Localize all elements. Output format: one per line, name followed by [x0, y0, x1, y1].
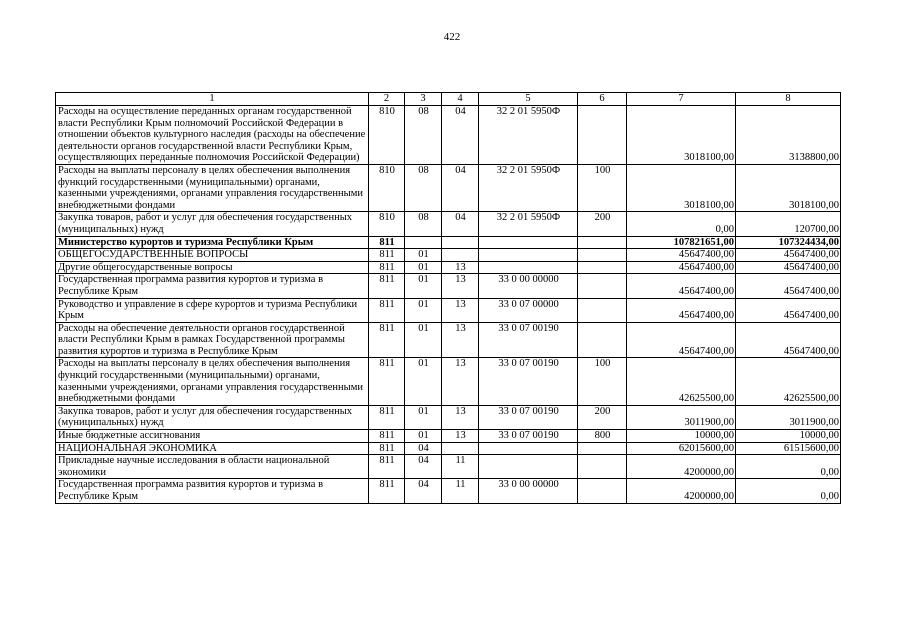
- amount-year2-cell: 3011900,00: [736, 405, 841, 429]
- subsection-code-cell: 04: [442, 106, 479, 165]
- ministry-code-cell: 811: [369, 455, 405, 479]
- section-code-cell: 01: [405, 405, 442, 429]
- amount-year2-cell: 61515600,00: [736, 442, 841, 455]
- column-header: 6: [578, 93, 627, 106]
- expense-type-cell: [578, 274, 627, 298]
- section-code-cell: [405, 236, 442, 249]
- subsection-code-cell: 13: [442, 358, 479, 405]
- target-article-cell: [479, 455, 578, 479]
- row-name-cell: Закупка товаров, работ и услуг для обеспечения государственных (муниципальных) нужд: [56, 212, 369, 236]
- target-article-cell: 33 0 07 00190: [479, 430, 578, 443]
- column-header: 1: [56, 93, 369, 106]
- subsection-code-cell: [442, 236, 479, 249]
- target-article-cell: 33 0 00 00000: [479, 274, 578, 298]
- ministry-code-cell: 810: [369, 106, 405, 165]
- header-row: [56, 93, 841, 106]
- row-name-cell: Прикладные научные исследования в области национальной экономики: [56, 455, 369, 479]
- ministry-code-cell: 811: [369, 479, 405, 503]
- amount-year1-cell: 42625500,00: [627, 358, 736, 405]
- table-row: [56, 274, 841, 298]
- section-code-cell: 08: [405, 164, 442, 211]
- amount-year2-cell: 42625500,00: [736, 358, 841, 405]
- expense-type-cell: [578, 249, 627, 262]
- expense-type-cell: 100: [578, 358, 627, 405]
- section-code-cell: 01: [405, 322, 442, 358]
- expense-type-cell: [578, 455, 627, 479]
- table-row: [56, 455, 841, 479]
- section-code-cell: 01: [405, 261, 442, 274]
- expense-type-cell: 200: [578, 405, 627, 429]
- amount-year1-cell: 45647400,00: [627, 274, 736, 298]
- row-name-cell: Государственная программа развития курортов и туризма в Республике Крым: [56, 479, 369, 503]
- row-name-cell: НАЦИОНАЛЬНАЯ ЭКОНОМИКА: [56, 442, 369, 455]
- budget-table: [55, 92, 841, 504]
- amount-year1-cell: 3018100,00: [627, 106, 736, 165]
- ministry-code-cell: 811: [369, 236, 405, 249]
- expense-type-cell: [578, 106, 627, 165]
- section-code-cell: 04: [405, 442, 442, 455]
- expense-type-cell: 200: [578, 212, 627, 236]
- ministry-code-cell: 811: [369, 442, 405, 455]
- amount-year1-cell: 3011900,00: [627, 405, 736, 429]
- row-name-cell: Расходы на выплаты персоналу в целях обеспечения выполнения функций государственными (муниципальными) органами, казенными учреждениями, органами управления государственными внебюджетными фондами: [56, 164, 369, 211]
- expense-type-cell: [578, 442, 627, 455]
- section-code-cell: 01: [405, 298, 442, 322]
- row-name-cell: Расходы на осуществление переданных органам государственной власти Республики Крым полномочий Российской Федерации в отношении объектов культурного наследия (расходы на обеспечение деятельности органов государственной власти Республики Крым, осуществляющих переданные полномочия Российской Федерации): [56, 106, 369, 165]
- amount-year1-cell: 4200000,00: [627, 455, 736, 479]
- amount-year1-cell: 45647400,00: [627, 322, 736, 358]
- row-name-cell: Другие общегосударственные вопросы: [56, 261, 369, 274]
- ministry-code-cell: 811: [369, 430, 405, 443]
- amount-year2-cell: 45647400,00: [736, 249, 841, 262]
- amount-year1-cell: 62015600,00: [627, 442, 736, 455]
- table-row: [56, 261, 841, 274]
- amount-year2-cell: 3138800,00: [736, 106, 841, 165]
- section-code-cell: 08: [405, 106, 442, 165]
- section-code-cell: 04: [405, 455, 442, 479]
- amount-year2-cell: 0,00: [736, 479, 841, 503]
- section-code-cell: 01: [405, 358, 442, 405]
- ministry-code-cell: 811: [369, 322, 405, 358]
- expense-type-cell: 800: [578, 430, 627, 443]
- amount-year1-cell: 4200000,00: [627, 479, 736, 503]
- target-article-cell: 33 0 07 00000: [479, 298, 578, 322]
- target-article-cell: 33 0 07 00190: [479, 322, 578, 358]
- section-code-cell: 04: [405, 479, 442, 503]
- ministry-code-cell: 811: [369, 261, 405, 274]
- target-article-cell: 33 0 07 00190: [479, 358, 578, 405]
- table-row: [56, 298, 841, 322]
- amount-year2-cell: 45647400,00: [736, 298, 841, 322]
- subsection-code-cell: 13: [442, 261, 479, 274]
- subsection-code-cell: 13: [442, 405, 479, 429]
- amount-year2-cell: 45647400,00: [736, 261, 841, 274]
- amount-year2-cell: 45647400,00: [736, 274, 841, 298]
- table-row: [56, 358, 841, 405]
- target-article-cell: [479, 442, 578, 455]
- table-row: [56, 442, 841, 455]
- expense-type-cell: [578, 479, 627, 503]
- amount-year1-cell: 10000,00: [627, 430, 736, 443]
- expense-type-cell: 100: [578, 164, 627, 211]
- target-article-cell: 33 0 07 00190: [479, 405, 578, 429]
- subsection-code-cell: 13: [442, 430, 479, 443]
- ministry-code-cell: 810: [369, 212, 405, 236]
- target-article-cell: [479, 236, 578, 249]
- table-row: [56, 322, 841, 358]
- table-row: [56, 430, 841, 443]
- subsection-code-cell: [442, 249, 479, 262]
- page-number: 422: [443, 31, 461, 43]
- ministry-code-cell: 810: [369, 164, 405, 211]
- expense-type-cell: [578, 236, 627, 249]
- amount-year2-cell: 10000,00: [736, 430, 841, 443]
- section-code-cell: 08: [405, 212, 442, 236]
- subsection-code-cell: 13: [442, 322, 479, 358]
- column-header: 7: [627, 93, 736, 106]
- row-name-cell: Закупка товаров, работ и услуг для обеспечения государственных (муниципальных) нужд: [56, 405, 369, 429]
- section-code-cell: 01: [405, 249, 442, 262]
- table-row: [56, 164, 841, 211]
- table-row: [56, 249, 841, 262]
- target-article-cell: 32 2 01 5950Ф: [479, 106, 578, 165]
- column-header: 3: [405, 93, 442, 106]
- amount-year2-cell: 0,00: [736, 455, 841, 479]
- row-name-cell: Руководство и управление в сфере курортов и туризма Республики Крым: [56, 298, 369, 322]
- amount-year1-cell: 0,00: [627, 212, 736, 236]
- target-article-cell: [479, 249, 578, 262]
- row-name-cell: Расходы на обеспечение деятельности органов государственной власти Республики Крым в рамках Государственной программы развития курортов и туризма в Республике Крым: [56, 322, 369, 358]
- column-header: 8: [736, 93, 841, 106]
- ministry-code-cell: 811: [369, 249, 405, 262]
- amount-year1-cell: 45647400,00: [627, 298, 736, 322]
- amount-year2-cell: 107324434,00: [736, 236, 841, 249]
- expense-type-cell: [578, 298, 627, 322]
- row-name-cell: Министерство курортов и туризма Республики Крым: [56, 236, 369, 249]
- table-row: [56, 236, 841, 249]
- subsection-code-cell: 04: [442, 212, 479, 236]
- row-name-cell: Расходы на выплаты персоналу в целях обеспечения выполнения функций государственными (муниципальными) органами, казенными учреждениями, органами управления государственными внебюджетными фондами: [56, 358, 369, 405]
- column-header: 5: [479, 93, 578, 106]
- target-article-cell: 33 0 00 00000: [479, 479, 578, 503]
- ministry-code-cell: 811: [369, 405, 405, 429]
- table-row: [56, 106, 841, 165]
- section-code-cell: 01: [405, 274, 442, 298]
- row-name-cell: Государственная программа развития курортов и туризма в Республике Крым: [56, 274, 369, 298]
- amount-year1-cell: 107821651,00: [627, 236, 736, 249]
- expense-type-cell: [578, 322, 627, 358]
- amount-year1-cell: 3018100,00: [627, 164, 736, 211]
- amount-year2-cell: 3018100,00: [736, 164, 841, 211]
- ministry-code-cell: 811: [369, 298, 405, 322]
- amount-year1-cell: 45647400,00: [627, 261, 736, 274]
- table-row: [56, 479, 841, 503]
- amount-year1-cell: 45647400,00: [627, 249, 736, 262]
- column-header: 4: [442, 93, 479, 106]
- subsection-code-cell: 13: [442, 298, 479, 322]
- column-header: 2: [369, 93, 405, 106]
- subsection-code-cell: 04: [442, 164, 479, 211]
- subsection-code-cell: 13: [442, 274, 479, 298]
- subsection-code-cell: 11: [442, 479, 479, 503]
- target-article-cell: 32 2 01 5950Ф: [479, 212, 578, 236]
- table-row: [56, 212, 841, 236]
- expense-type-cell: [578, 261, 627, 274]
- section-code-cell: 01: [405, 430, 442, 443]
- target-article-cell: [479, 261, 578, 274]
- ministry-code-cell: 811: [369, 358, 405, 405]
- target-article-cell: 32 2 01 5950Ф: [479, 164, 578, 211]
- table-row: [56, 405, 841, 429]
- amount-year2-cell: 45647400,00: [736, 322, 841, 358]
- subsection-code-cell: [442, 442, 479, 455]
- row-name-cell: Иные бюджетные ассигнования: [56, 430, 369, 443]
- row-name-cell: ОБЩЕГОСУДАРСТВЕННЫЕ ВОПРОСЫ: [56, 249, 369, 262]
- subsection-code-cell: 11: [442, 455, 479, 479]
- ministry-code-cell: 811: [369, 274, 405, 298]
- amount-year2-cell: 120700,00: [736, 212, 841, 236]
- table-body: [56, 93, 841, 504]
